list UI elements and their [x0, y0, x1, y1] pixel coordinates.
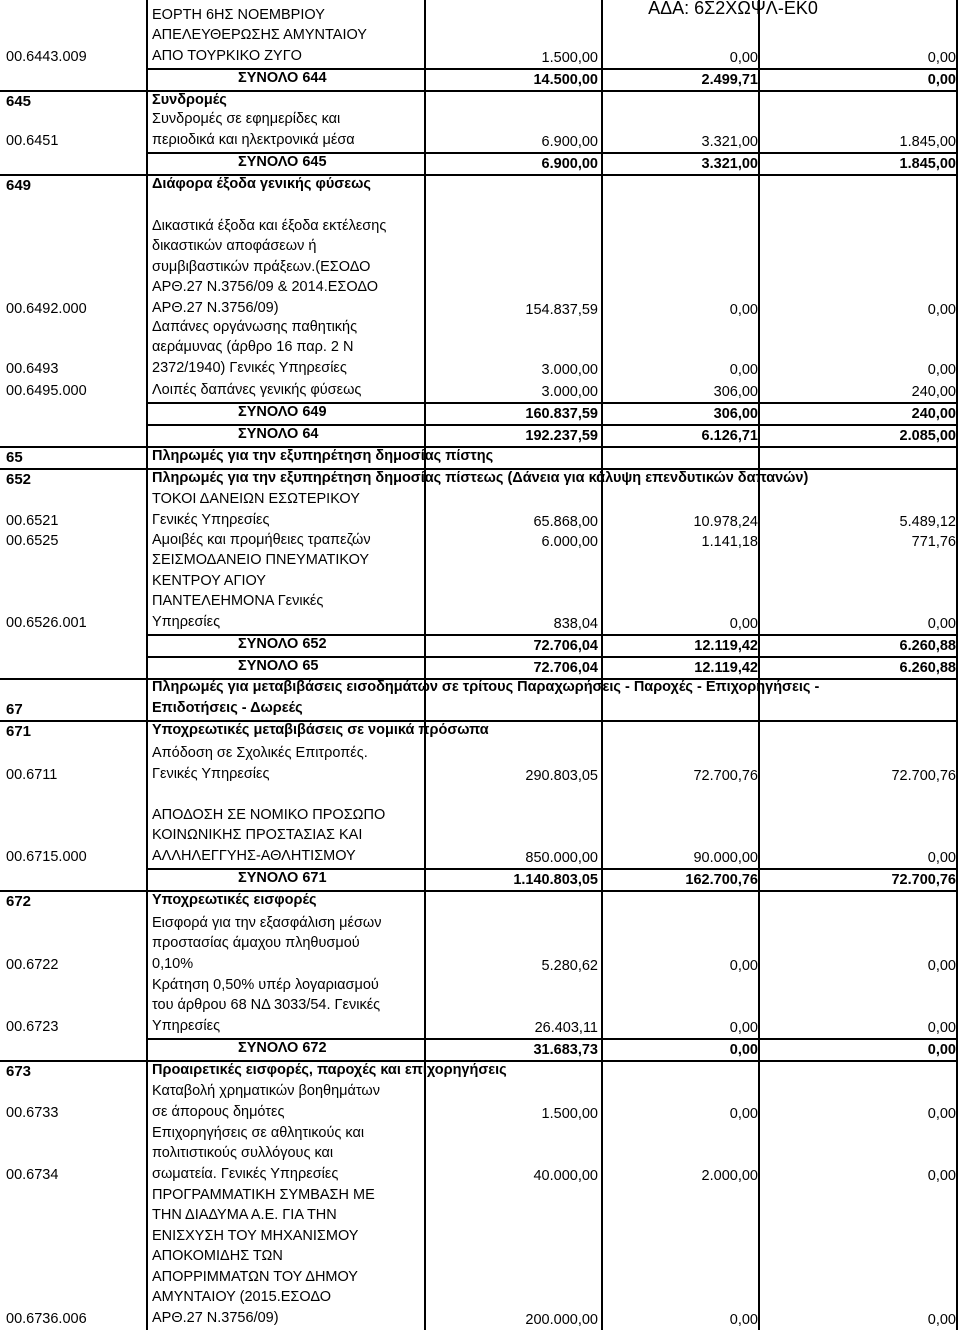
table-row: [0, 976, 960, 1038]
total-row: [0, 424, 960, 446]
committed-amount: 1.141,18: [701, 534, 758, 550]
account-code: 00.6493: [6, 361, 59, 377]
budgeted-amount: 31.683,73: [533, 1042, 598, 1058]
budgeted-amount: 6.900,00: [541, 134, 598, 150]
budgeted-amount: 26.403,11: [534, 1020, 598, 1036]
account-description: Συνδρομές σε εφημερίδες και περιοδικά και ηλεκτρονικά μέσα: [152, 111, 355, 148]
table-row: [0, 112, 960, 152]
account-description: Πληρωμές για μεταβιβάσεις εισοδημάτων σε τρίτους Παραχωρήσεις - Παροχές - Επιχορηγήσεις - Επιδοτήσεις - Δωρεές: [152, 679, 820, 716]
total-row: [0, 402, 960, 424]
table-row: [0, 532, 960, 552]
committed-amount: 306,00: [713, 384, 758, 400]
committed-amount: 90.000,00: [693, 850, 758, 866]
account-code: 00.6723: [6, 1019, 59, 1035]
section-top-border: [0, 1060, 956, 1062]
account-code: 652: [6, 471, 32, 488]
account-description: ΠΡΟΓΡΑΜΜΑΤΙΚΗ ΣΥΜΒΑΣΗ ΜΕ ΤΗΝ ΔΙΑΔΥΜΑ Α.Ε. ΓΙΑ ΤΗΝ ΕΝΙΣΧΥΣΗ ΤΟΥ ΜΗΧΑΝΙΣΜΟΥ ΑΠΟΚΟΜΙΔΗΣ ΤΩΝ ΑΠΟΡΡΙΜΜΑΤΩΝ ΤΟΥ ΔΗΜΟΥ ΑΜΥΝΤΑΙΟΥ (2015.ΕΣΟΔΟ ΑΡΘ.27 Ν.3756/09): [152, 1186, 375, 1326]
account-description: Προαιρετικές εισφορές, παροχές και επιχορηγήσεις: [152, 1061, 507, 1078]
total-row-top-border: [146, 424, 956, 426]
committed-amount: 2.000,00: [701, 1168, 758, 1184]
account-code: 00.6526.001: [6, 615, 87, 631]
description-column-border: [424, 0, 426, 1330]
committed-amount: 12.119,42: [694, 660, 758, 676]
account-code: 671: [6, 723, 32, 740]
section-top-border: [0, 678, 956, 680]
paid-amount: 0,00: [927, 1042, 956, 1058]
section-top-border: [0, 90, 956, 92]
paid-amount: 240,00: [911, 406, 956, 422]
account-description: Καταβολή χρηματικών βοηθημάτων σε άπορους δημότες: [152, 1083, 380, 1120]
table-row: [0, 0, 960, 68]
budgeted-amount: 72.706,04: [533, 660, 598, 676]
budgeted-amount: 200.000,00: [525, 1312, 598, 1328]
account-code: 00.6734: [6, 1167, 59, 1183]
account-description: ΤΟΚΟΙ ΔΑΝΕΙΩΝ ΕΣΩΤΕΡΙΚΟΥ Γενικές Υπηρεσίες: [152, 491, 360, 528]
section-header-row: [0, 446, 960, 468]
ada-header: ΑΔΑ: 6Σ2ΧΩΨΛ-ΕΚ0: [648, 0, 818, 18]
paid-amount: 5.489,12: [899, 514, 956, 530]
budgeted-amount: 838,04: [553, 616, 598, 632]
account-description: Λοιπές δαπάνες γενικής φύσεως: [152, 381, 362, 398]
section-top-border: [0, 720, 956, 722]
table-row: [0, 912, 960, 976]
section-top-border: [0, 446, 956, 448]
table-row: [0, 786, 960, 868]
budgeted-amount: 1.500,00: [541, 50, 598, 66]
budgeted-amount: 1.500,00: [541, 1106, 598, 1122]
account-code: 00.6733: [6, 1105, 59, 1121]
budgeted-amount: 65.868,00: [533, 514, 598, 530]
account-description: Συνδρομές: [152, 91, 227, 108]
committed-amount: 12.119,42: [694, 638, 758, 654]
account-description: Υποχρεωτικές μεταβιβάσεις σε νομικά πρόσωπα: [152, 721, 489, 738]
committed-amount: 3.321,00: [701, 134, 758, 150]
committed-amount: 3.321,00: [701, 156, 758, 172]
account-code: 00.6521: [6, 513, 59, 529]
total-row: [0, 68, 960, 90]
section-top-border: [0, 468, 956, 470]
paid-amount: 771,76: [911, 534, 956, 550]
account-description: Δικαστικά έξοδα και έξοδα εκτέλεσης δικαστικών αποφάσεων ή συμβιβαστικών πράξεων.(ΕΣΟΔΟ ΑΡΘ.27 Ν.3756/09 & 2014.ΕΣΟΔΟ ΑΡΘ.27 Ν.3756/09): [152, 217, 387, 316]
right-border: [956, 0, 958, 1330]
account-code: 00.6736.006: [6, 1311, 87, 1327]
account-code: 65: [6, 449, 23, 466]
total-row-top-border: [146, 402, 956, 404]
budgeted-amount: 290.803,05: [525, 768, 598, 784]
paid-amount: 72.700,76: [891, 768, 956, 784]
budgeted-amount: 6.000,00: [541, 534, 598, 550]
account-code: 00.6495.000: [6, 383, 87, 399]
paid-amount: 0,00: [927, 50, 956, 66]
total-label: ΣΥΝΟΛΟ 644: [238, 69, 327, 86]
budgeted-amount: 5.280,62: [541, 958, 598, 974]
committed-amount: 0,00: [729, 1020, 758, 1036]
table-row: [0, 1186, 960, 1330]
total-row: [0, 1038, 960, 1060]
paid-amount: 6.260,88: [899, 660, 956, 676]
table-row: [0, 552, 960, 634]
account-description: Αμοιβές και προμήθειες τραπεζών: [152, 531, 371, 548]
budgeted-amount: 192.237,59: [525, 428, 598, 444]
account-code: 00.6451: [6, 133, 59, 149]
paid-amount: 6.260,88: [899, 638, 956, 654]
committed-amount: 72.700,76: [693, 768, 758, 784]
committed-column-border: [758, 0, 760, 1330]
account-code: 00.6722: [6, 957, 59, 973]
committed-amount: 0,00: [729, 50, 758, 66]
budgeted-amount: 40.000,00: [533, 1168, 598, 1184]
paid-amount: 0,00: [927, 72, 956, 88]
paid-amount: 0,00: [927, 1020, 956, 1036]
account-description: Υποχρεωτικές εισφορές: [152, 891, 317, 908]
committed-amount: 0,00: [729, 1312, 758, 1328]
paid-amount: 0,00: [927, 302, 956, 318]
section-header-row: [0, 678, 960, 720]
paid-amount: 0,00: [927, 1312, 956, 1328]
account-code: 649: [6, 177, 32, 194]
paid-amount: 72.700,76: [891, 872, 956, 888]
account-code: 00.6443.009: [6, 49, 87, 65]
paid-amount: 240,00: [911, 384, 956, 400]
account-code: 00.6715.000: [6, 849, 87, 865]
total-row-top-border: [146, 656, 956, 658]
account-code: 00.6525: [6, 533, 59, 549]
table-row: [0, 742, 960, 786]
total-row: [0, 656, 960, 678]
account-code: 673: [6, 1063, 32, 1080]
section-header-row: [0, 174, 960, 196]
paid-amount: 0,00: [927, 1106, 956, 1122]
total-row-top-border: [146, 68, 956, 70]
budgeted-amount: 160.837,59: [525, 406, 598, 422]
total-label: ΣΥΝΟΛΟ 64: [238, 425, 319, 442]
paid-amount: 0,00: [927, 1168, 956, 1184]
total-row-top-border: [146, 868, 956, 870]
total-label: ΣΥΝΟΛΟ 65: [238, 657, 319, 674]
left-column-border: [146, 0, 148, 1330]
account-code: 00.6492.000: [6, 301, 87, 317]
account-description: Πληρωμές για την εξυπηρέτηση δημοσίας πίστης: [152, 447, 494, 464]
account-description: Δαπάνες οργάνωσης παθητικής αεράμυνας (άρθρο 16 παρ. 2 Ν 2372/1940) Γενικές Υπηρεσίες: [152, 318, 358, 376]
total-row-top-border: [146, 634, 956, 636]
total-label: ΣΥΝΟΛΟ 672: [238, 1039, 327, 1056]
total-row-top-border: [146, 1038, 956, 1040]
account-code: 00.6711: [6, 767, 58, 783]
committed-amount: 0,00: [729, 362, 758, 378]
paid-amount: 1.845,00: [899, 134, 956, 150]
total-label: ΣΥΝΟΛΟ 652: [238, 635, 327, 652]
total-row: [0, 634, 960, 656]
budgeted-amount: 72.706,04: [533, 638, 598, 654]
paid-amount: 0,00: [927, 616, 956, 632]
paid-amount: 0,00: [927, 958, 956, 974]
account-description: Απόδοση σε Σχολικές Επιτροπές. Γενικές Υπηρεσίες: [152, 745, 368, 782]
account-code: 672: [6, 893, 32, 910]
account-description: Πληρωμές για την εξυπηρέτηση δημοσίας πίστεως (Δάνεια για κάλυψη επενδυτικών δαπανών): [152, 469, 809, 486]
total-label: ΣΥΝΟΛΟ 671: [238, 869, 327, 886]
account-code: 645: [6, 93, 32, 110]
section-top-border: [0, 174, 956, 176]
section-header-row: [0, 890, 960, 912]
total-row: [0, 152, 960, 174]
budgeted-amount: 6.900,00: [541, 156, 598, 172]
account-description: Εισφορά για την εξασφάλιση μέσων προστασίας άμαχου πληθυσμού 0,10%: [152, 914, 382, 972]
table-row: [0, 490, 960, 532]
paid-amount: 0,00: [927, 850, 956, 866]
account-code: 67: [6, 701, 23, 718]
committed-amount: 2.499,71: [701, 72, 758, 88]
total-label: ΣΥΝΟΛΟ 649: [238, 403, 327, 420]
section-top-border: [0, 890, 956, 892]
account-description: Διάφορα έξοδα γενικής φύσεως: [152, 175, 371, 192]
paid-amount: 0,00: [927, 362, 956, 378]
committed-amount: 0,00: [729, 616, 758, 632]
budgeted-amount: 14.500,00: [533, 72, 598, 88]
total-row-top-border: [146, 152, 956, 154]
budgeted-amount: 3.000,00: [541, 384, 598, 400]
budgeted-amount: 850.000,00: [525, 850, 598, 866]
paid-amount: 2.085,00: [899, 428, 956, 444]
account-description: ΣΕΙΣΜΟΔΑΝΕΙΟ ΠΝΕΥΜΑΤΙΚΟΥ ΚΕΝΤΡΟΥ ΑΓΙΟΥ ΠΑΝΤΕΛΕΗΜΟΝΑ Γενικές Υπηρεσίες: [152, 552, 370, 630]
section-header-row: [0, 90, 960, 112]
paid-amount: 1.845,00: [899, 156, 956, 172]
table-row: [0, 196, 960, 320]
budget-column-border: [601, 0, 603, 1330]
committed-amount: 0,00: [729, 1042, 758, 1058]
account-description: Κράτηση 0,50% υπέρ λογαριασμού του άρθρου 68 ΝΔ 3033/54. Γενικές Υπηρεσίες: [152, 976, 381, 1034]
section-header-row: [0, 468, 960, 490]
total-row: [0, 868, 960, 890]
budgeted-amount: 1.140.803,05: [513, 872, 598, 888]
total-label: ΣΥΝΟΛΟ 645: [238, 153, 327, 170]
section-header-row: [0, 720, 960, 742]
account-description: ΕΟΡΤΗ 6ΗΣ ΝΟΕΜΒΡΙΟΥ ΑΠΕΛΕΥΘΕΡΩΣΗΣ ΑΜΥΝΤΑΙΟΥ ΑΠΟ ΤΟΥΡΚΙΚΟ ΖΥΓΟ: [152, 6, 367, 64]
committed-amount: 10.978,24: [693, 514, 758, 530]
table-row: [0, 320, 960, 380]
table-row: [0, 1082, 960, 1124]
committed-amount: 0,00: [729, 958, 758, 974]
committed-amount: 306,00: [713, 406, 758, 422]
account-description: ΑΠΟΔΟΣΗ ΣΕ ΝΟΜΙΚΟ ΠΡΟΣΩΠΟ ΚΟΙΝΩΝΙΚΗΣ ΠΡΟΣΤΑΣΙΑΣ ΚΑΙ ΑΛΛΗΛΕΓΓΥΗΣ-ΑΘΛΗΤΙΣΜΟΥ: [152, 806, 386, 864]
committed-amount: 6.126,71: [701, 428, 758, 444]
committed-amount: 162.700,76: [685, 872, 758, 888]
committed-amount: 0,00: [729, 302, 758, 318]
account-description: Επιχορηγήσεις σε αθλητικούς και πολιτιστικούς συλλόγους και σωματεία. Γενικές Υπηρεσίες: [152, 1124, 365, 1182]
table-row: [0, 1124, 960, 1186]
budgeted-amount: 3.000,00: [541, 362, 598, 378]
committed-amount: 0,00: [729, 1106, 758, 1122]
table-row: [0, 380, 960, 402]
section-header-row: [0, 1060, 960, 1082]
budgeted-amount: 154.837,59: [525, 302, 598, 318]
